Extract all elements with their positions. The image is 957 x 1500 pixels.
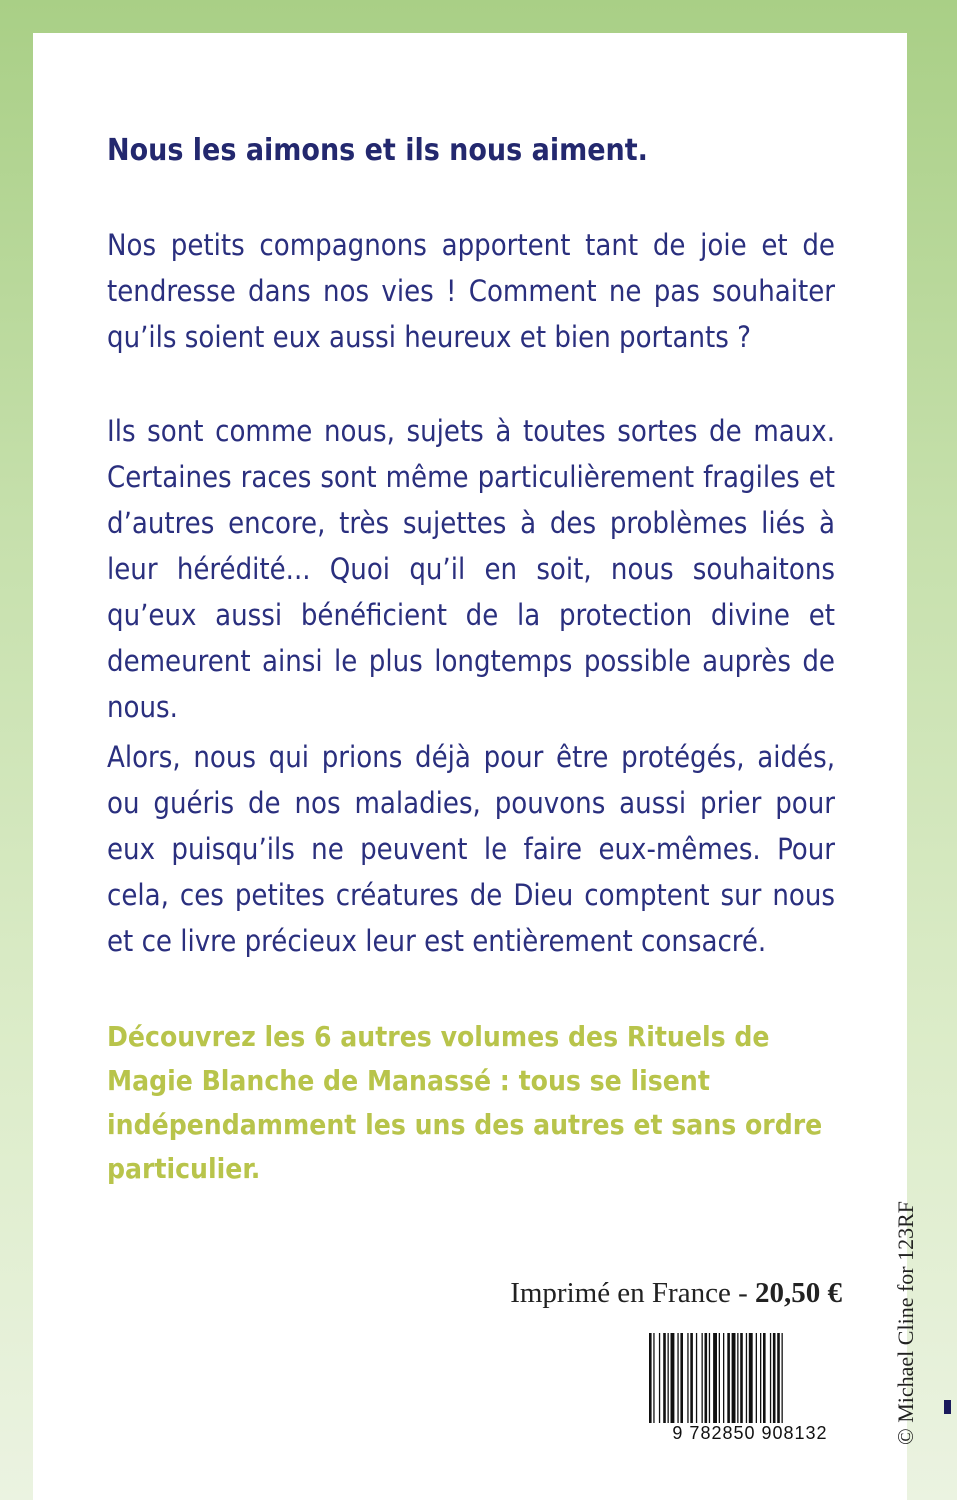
barcode-bars (645, 1333, 855, 1425)
price: 20,50 € (755, 1277, 842, 1309)
promo-text: Découvrez les 6 autres volumes des Rituels de Magie Blanche de Manassé : tous se lisent indépendamment les uns des autres et sans ordre particulier. (107, 1020, 823, 1185)
heading: Nous les aimons et ils nous aiment. (107, 133, 648, 168)
photo-credit: © Michael Cline for 123RF (893, 1200, 918, 1445)
paragraph-2: Ils sont comme nous, sujets à toutes sortes de maux. Certaines races sont même particulièrement fragiles et d’autres encore, très sujettes à des problèmes liés à leur hérédité... Quoi qu’il en soit, nous souhaitons qu’eux aussi bénéficient de la protection divine et demeurent ainsi le plus longtemps possible auprès de nous. (107, 414, 835, 724)
isbn-number: 9 782850 908132 (645, 1423, 855, 1444)
printed-label: Imprimé en France - (510, 1277, 755, 1309)
paragraph-3: Alors, nous qui prions déjà pour être protégés, aidés, ou guéris de nos maladies, pouvons aussi prier pour eux puisqu’ils ne peuvent le faire eux-mêmes. Pour cela, ces petites créatures de Dieu comptent sur nous et ce livre précieux leur est entièrement consacré. (107, 740, 835, 958)
price-line (510, 1277, 842, 1310)
edge-mark (944, 1400, 951, 1414)
paragraph-1: Nos petits compagnons apportent tant de joie et de tendresse dans nos vies ! Comment ne pas souhaiter qu’ils soient eux aussi heureux et bien portants ? (107, 228, 835, 354)
barcode (645, 1333, 855, 1473)
